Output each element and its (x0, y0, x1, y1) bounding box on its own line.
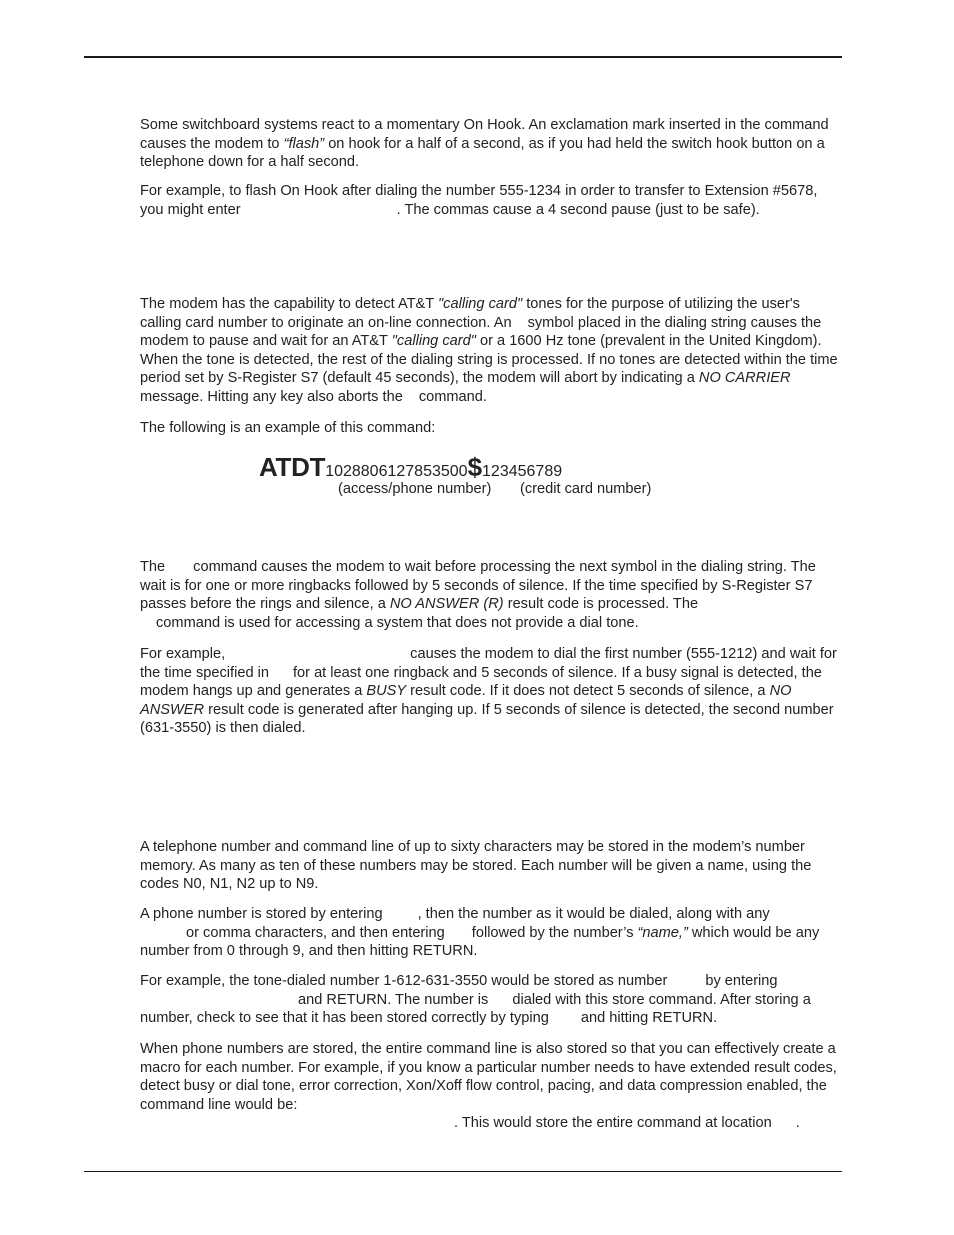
header-rule (84, 56, 842, 58)
example-dollar: $ (467, 452, 483, 482)
memory-paragraph-3: For example, the tone-dialed number 1-612-631-3550 would be stored as number by entering and RETURN. The number is dialed with this store command. After storing a number, check to see that it has been stored correctly by typing and hitting RETURN. (140, 973, 811, 1027)
flash-term: “flash” (283, 135, 325, 152)
footer-rule (84, 1171, 842, 1172)
calling-card-example (259, 452, 562, 483)
example-access-number: 1028806127853500 (325, 463, 468, 480)
flash-paragraph-2: For example, to flash On Hook after dialing the number 555-1234 in order to transfer to Extension #5678, you might enter . The commas cause a 4 second pause (just to be safe). (140, 183, 818, 218)
memory-paragraph-1: A telephone number and command line of up to sixty characters may be stored in the modem’s number memory. As many as ten of these numbers may be stored. Each number will be given a name, using the codes N0, N1, N2 up to N9. (140, 839, 812, 893)
memory-paragraph-4: When phone numbers are stored, the entire command line is also stored so that you can effectively create a macro for each number. For example, if you know a particular number needs to have extended result codes, detect busy or dial tone, error correction, Xon/Xoff flow control, pacing, and data compression enabled, the command line would be: . This would store the entire command at location . (140, 1041, 837, 1132)
calling-card-paragraph-1: The modem has the capability to detect AT&T "calling card" tones for the purpose of utilizing the user's calling card number to originate an on-line connection. An symbol placed in the dialing string causes the modem to pause and wait for an AT&T "calling card" or a 1600 Hz tone (prevalent in the United Kingdom). When the tone is detected, the rest of the dialing string is processed. If no tones are detected within the time period set by S-Register S7 (default 45 seconds), the modem will abort by indicating a NO CARRIER message. Hitting any key also aborts the command. (140, 296, 838, 405)
flash-paragraph-1: Some switchboard systems react to a momentary On Hook. An exclamation mark inserted in the command causes the modem to “flash” on hook for a half of a second, as if you had held the switch hook button on a telephone down for a half second. (140, 117, 829, 171)
calling-card-paragraph-2: The following is an example of this command: (140, 420, 436, 436)
example-card-number: 123456789 (482, 463, 563, 480)
example-atdt: ATDT (259, 452, 326, 482)
caption-card: (credit card number) (520, 481, 652, 497)
memory-paragraph-2: A phone number is stored by entering , then the number as it would be dialed, along with any or comma characters, and then entering followed by the number’s “name,” which would be any number from 0 through 9, and then hitting RETURN. (140, 906, 820, 960)
quiet-answer-paragraph-1: The command causes the modem to wait before processing the next symbol in the dialing string. The wait is for one or more ringbacks followed by 5 seconds of silence. If the time specified by S-Register S7 passes before the rings and silence, a NO ANSWER (R) result code is processed. The command is used for accessing a system that does not provide a dial tone. (140, 559, 816, 631)
quiet-answer-paragraph-2: For example, causes the modem to dial the first number (555-1212) and wait for the time specified in for at least one ringback and 5 seconds of silence. If a busy signal is detected, the modem hangs up and generates a BUSY result code. If it does not detect 5 seconds of silence, a NO ANSWER result code is generated after hanging up. If 5 seconds of silence is detected, the second number (631-3550) is then dialed. (140, 646, 837, 737)
caption-access: (access/phone number) (338, 481, 492, 497)
